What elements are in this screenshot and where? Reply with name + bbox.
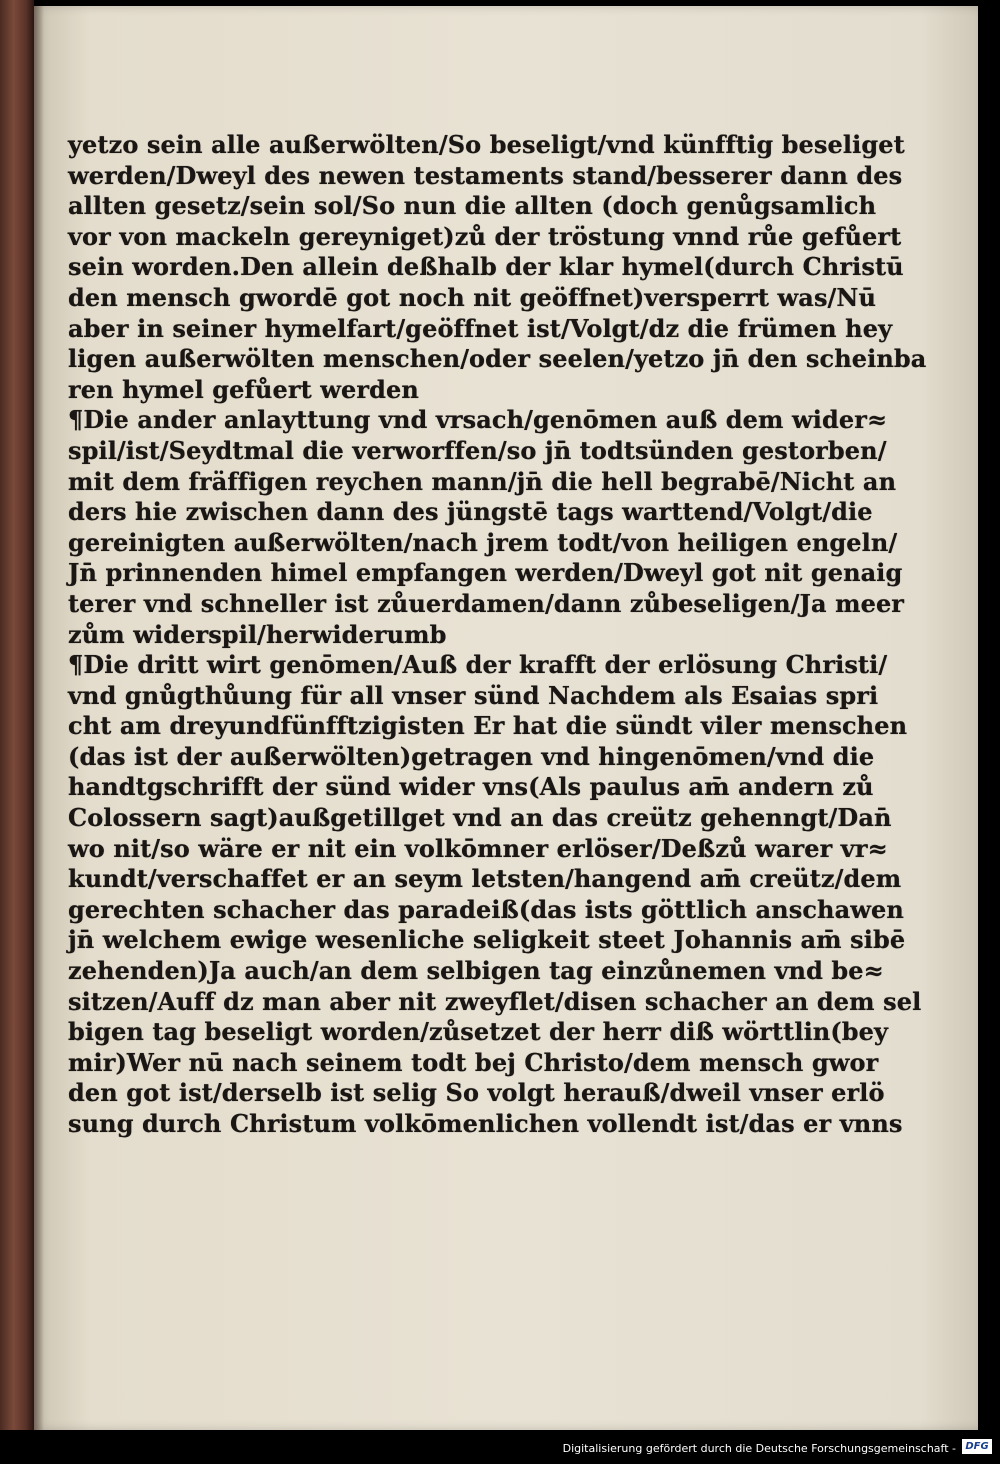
- text-line: aber in seiner hymelfart/geöffnet ist/Volgt/dz die frümen hey: [68, 313, 893, 343]
- text-line: sung durch Christum volkōmenlichen vollendt ist/das er vnns: [68, 1109, 903, 1138]
- text-line: Colossern sagt)außgetillget vnd an das creütz gehenngt/Dan̄: [68, 803, 892, 833]
- text-line: Jn̄ prinnenden himel empfangen werden/Dweyl got nit genaig: [68, 558, 903, 588]
- text-line: terer vnd schneller ist zůuerdamen/dann zůbeseligen/Ja meer: [68, 588, 905, 618]
- page-text-block: [68, 130, 927, 1140]
- text-line: gereinigten außerwölten/nach jrem todt/von heiligen engeln/: [68, 527, 898, 557]
- text-line: den got ist/derselb ist selig So volgt herauß/dweil vnser erlö: [68, 1078, 885, 1108]
- dfg-logo-icon: DFG: [962, 1439, 992, 1454]
- text-line: mit dem fräffigen reychen mann/jn̄ die hell begrabē/Nicht an: [68, 466, 897, 496]
- text-line: allten gesetz/sein sol/So nun die allten (doch genůgsamlich: [68, 191, 877, 221]
- text-line: sitzen/Auff dz man aber nit zweyflet/disen schacher an dem sel: [68, 986, 922, 1016]
- text-line: ders hie zwischen dann des jüngstē tags warttend/Volgt/die: [68, 497, 873, 527]
- text-line: (das ist der außerwölten)getragen vnd hingenōmen/vnd die: [68, 741, 875, 771]
- footer-credit: Digitalisierung gefördert durch die Deutsche Forschungsgemeinschaft -: [562, 1442, 956, 1455]
- text-line: ¶Die ander anlayttung vnd vrsach/genōmen auß dem wider≈: [68, 405, 888, 435]
- text-line: ligen außerwölten menschen/oder seelen/yetzo jn̄ den scheinba: [68, 344, 927, 374]
- text-line: wo nit/so wäre er nit ein volkōmner erlöser/Deßzů warer vr≈: [68, 833, 888, 863]
- text-line: mir)Wer nū nach seinem todt bej Christo/dem mensch gwor: [68, 1047, 879, 1077]
- text-line: yetzo sein alle außerwölten/So beseligt/vnd künfftig beseliget: [68, 130, 905, 159]
- page-gutter-shadow: [34, 6, 44, 1430]
- book-cover-edge: [0, 0, 34, 1430]
- text-line: den mensch gwordē got noch nit geöffnet)versperrt was/Nū: [68, 282, 877, 312]
- text-line: jn̄ welchem ewige wesenliche seligkeit steet Johannis am̄ sibē: [68, 925, 906, 955]
- text-line: handtgschrifft der sünd wider vns(Als paulus am̄ andern zů: [68, 772, 874, 802]
- text-line: kundt/verschaffet er an seym letsten/hangend am̄ creütz/dem: [68, 864, 902, 894]
- text-line: gerechten schacher das paradeiß(das ists göttlich anschawen: [68, 894, 904, 924]
- text-line: ¶Die dritt wirt genōmen/Auß der krafft der erlösung Christi/: [68, 650, 888, 680]
- text-line: zům widerspil/herwiderumb: [68, 619, 447, 649]
- text-line: sein worden.Den allein deßhalb der klar hymel(durch Christū: [68, 252, 904, 282]
- text-line: vnd gnůgthůung für all vnser sünd Nachdem als Esaias spri: [68, 680, 879, 710]
- text-line: bigen tag beseligt worden/zůsetzet der herr diß wörttlin(bey: [68, 1017, 889, 1047]
- text-line: zehenden)Ja auch/an dem selbigen tag einzůnemen vnd be≈: [68, 956, 884, 986]
- text-line: spil/ist/Seydtmal die verworffen/so jn̄ todtsünden gestorben/: [68, 435, 887, 465]
- text-line: werden/Dweyl des newen testaments stand/besserer dann des: [68, 160, 903, 190]
- text-line: vor von mackeln gereyniget)zů der tröstung vnnd růe gefůert: [68, 221, 902, 251]
- text-line: ren hymel gefůert werden: [68, 374, 419, 404]
- text-line: cht am dreyundfünfftzigisten Er hat die sündt viler menschen: [68, 711, 908, 741]
- digitization-footer: [0, 1430, 1000, 1464]
